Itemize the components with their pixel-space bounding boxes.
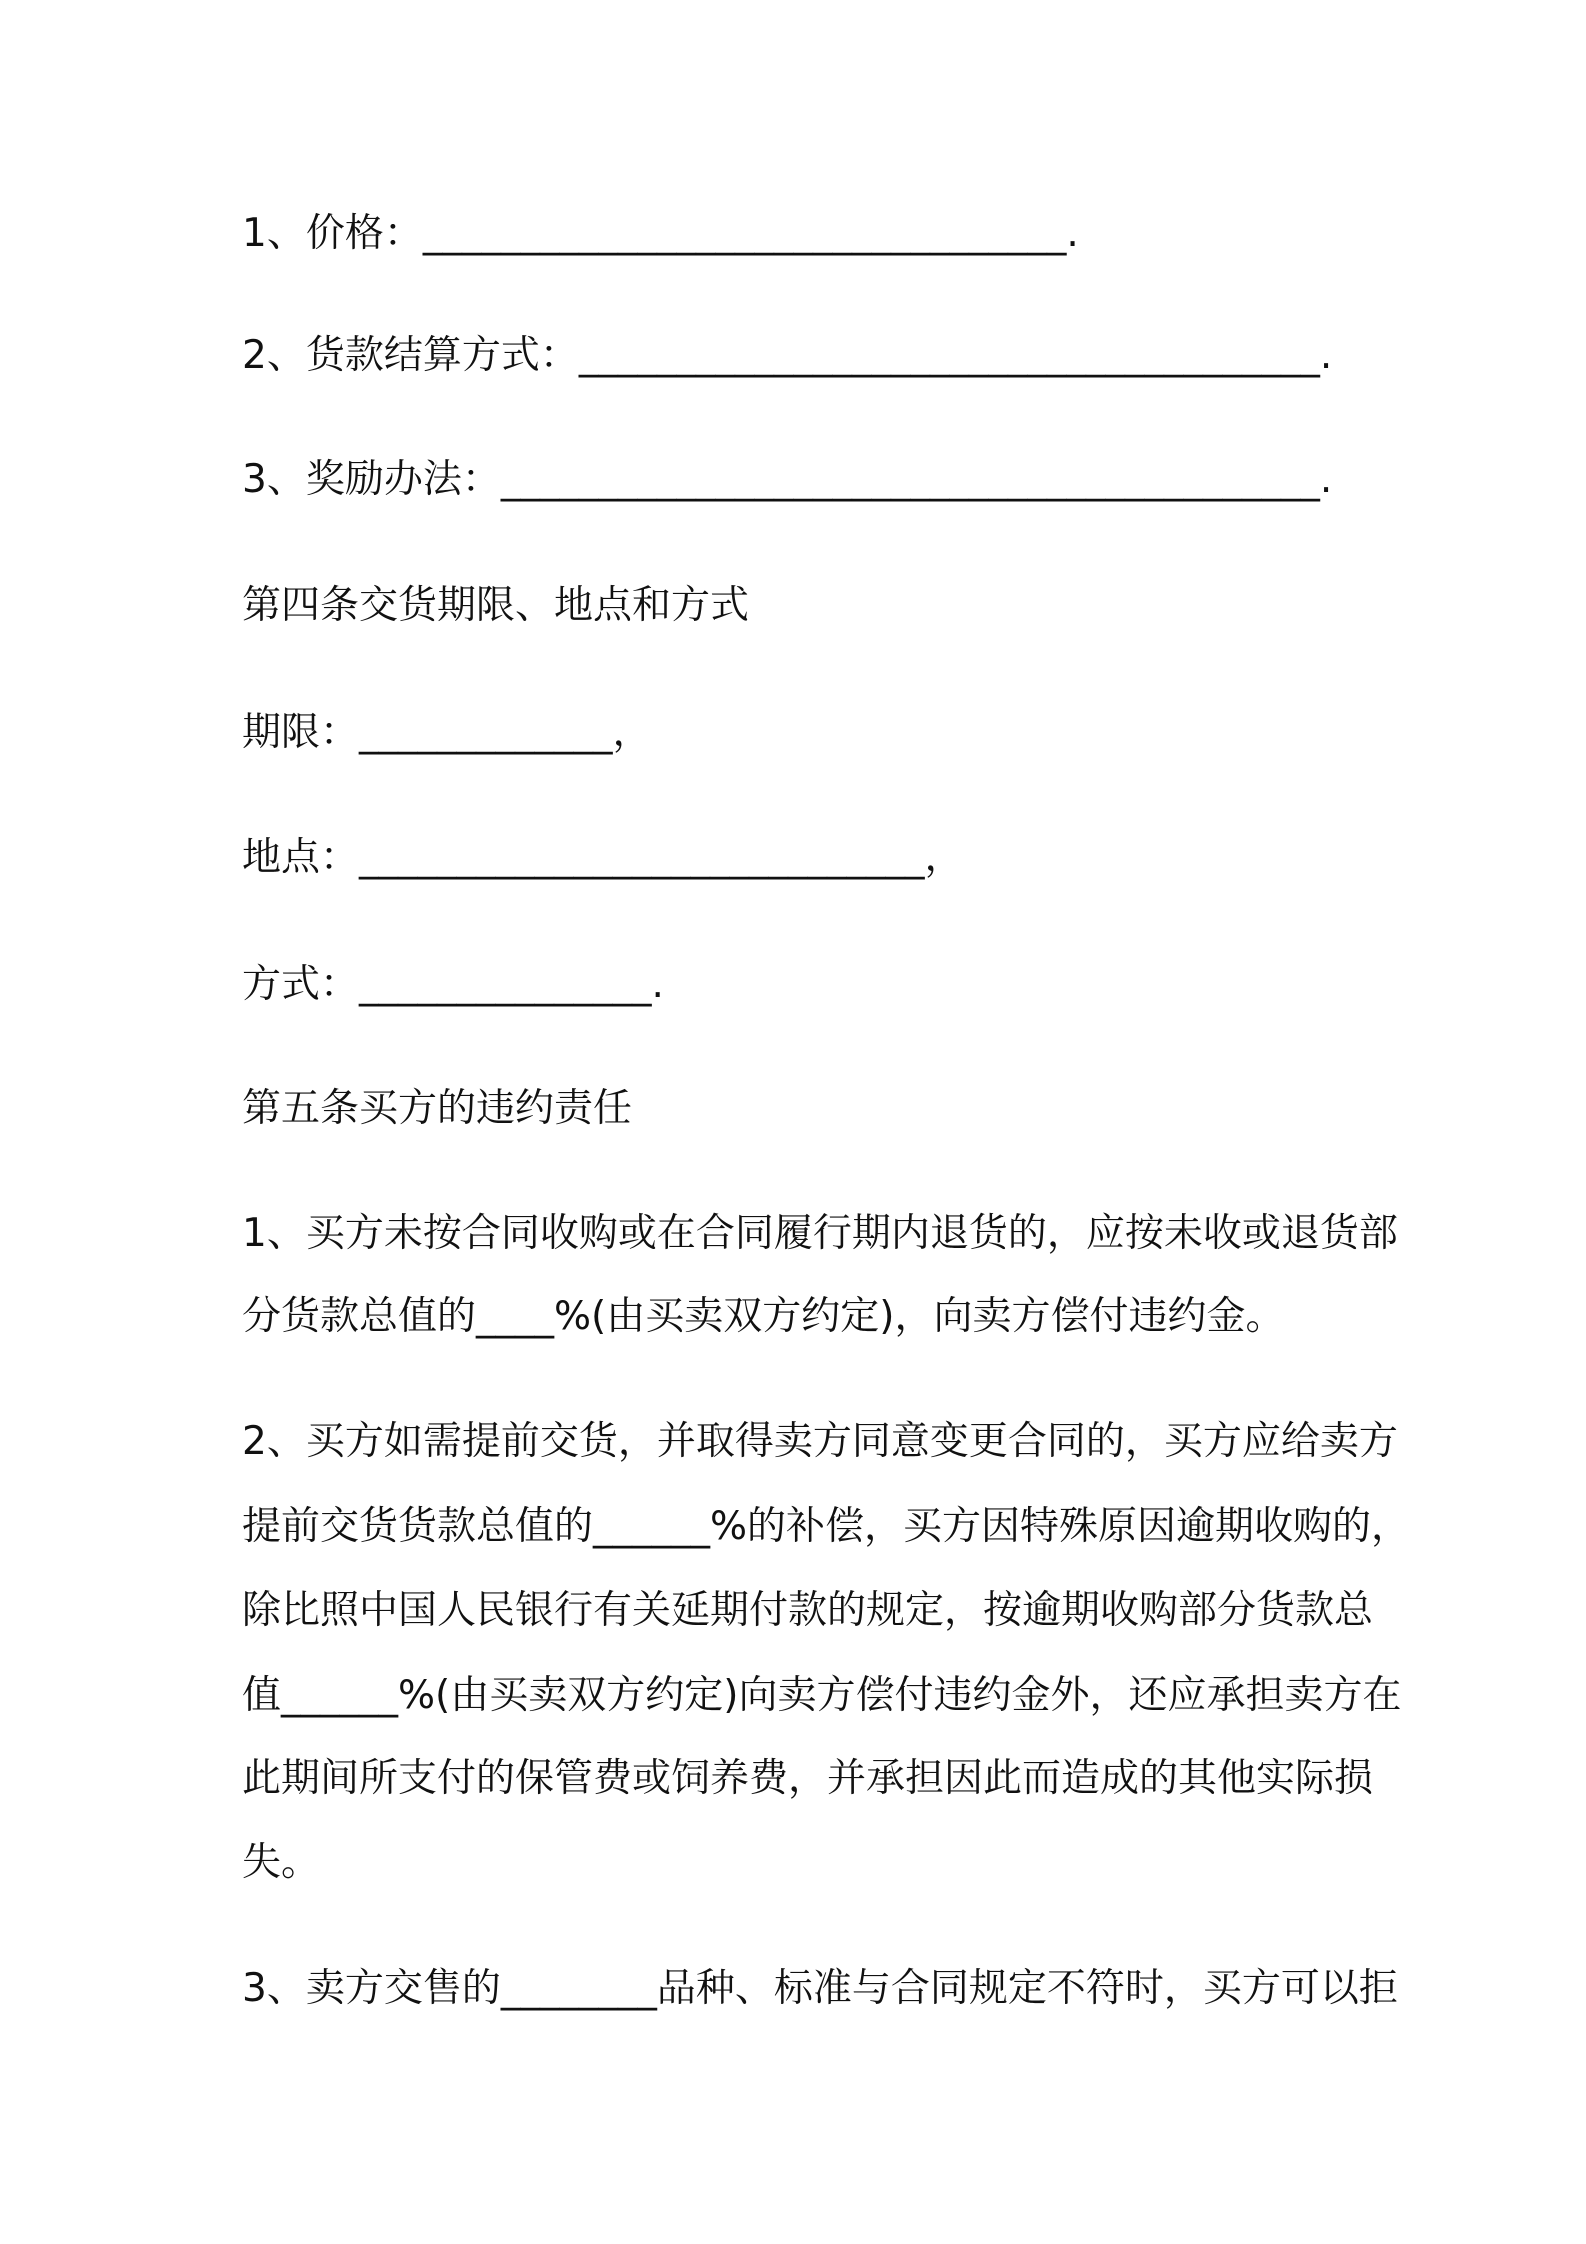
payment-method-item: 2、货款结算方式：______________________________________. xyxy=(242,333,1333,378)
section5-heading: 第五条买方的违约责任 xyxy=(242,1086,633,1131)
paragraph-line: 值______%(由买卖双方约定)向卖方偿付违约金外，还应承担卖方在 xyxy=(242,1673,1402,1718)
method-item: 方式：_______________. xyxy=(242,962,664,1007)
paragraph-line: 此期间所支付的保管费或饲养费，并承担因此而造成的其他实际损 xyxy=(242,1756,1374,1801)
paragraph-line: 分货款总值的____%(由买卖双方约定)，向卖方偿付违约金。 xyxy=(242,1294,1285,1339)
paragraph-line: 3、卖方交售的________品种、标准与合同规定不符时，买方可以拒 xyxy=(242,1966,1398,2011)
paragraph-line: 2、买方如需提前交货，并取得卖方同意变更合同的，买方应给卖方 xyxy=(242,1419,1398,1464)
paragraph-line: 除比照中国人民银行有关延期付款的规定，按逾期收购部分货款总 xyxy=(242,1588,1374,1633)
paragraph-line: 失。 xyxy=(242,1840,321,1885)
deadline-item: 期限：_____________， xyxy=(242,710,652,755)
price-item: 1、价格：_________________________________. xyxy=(242,211,1079,256)
paragraph-line: 提前交货货款总值的______%的补偿，买方因特殊原因逾期收购的， xyxy=(242,1504,1411,1549)
paragraph-line: 1、买方未按合同收购或在合同履行期内退货的，应按未收或退货部 xyxy=(242,1211,1398,1256)
location-item: 地点：_____________________________， xyxy=(242,835,964,880)
reward-item: 3、奖励办法：__________________________________________. xyxy=(242,457,1333,502)
section4-heading: 第四条交货期限、地点和方式 xyxy=(242,583,750,628)
